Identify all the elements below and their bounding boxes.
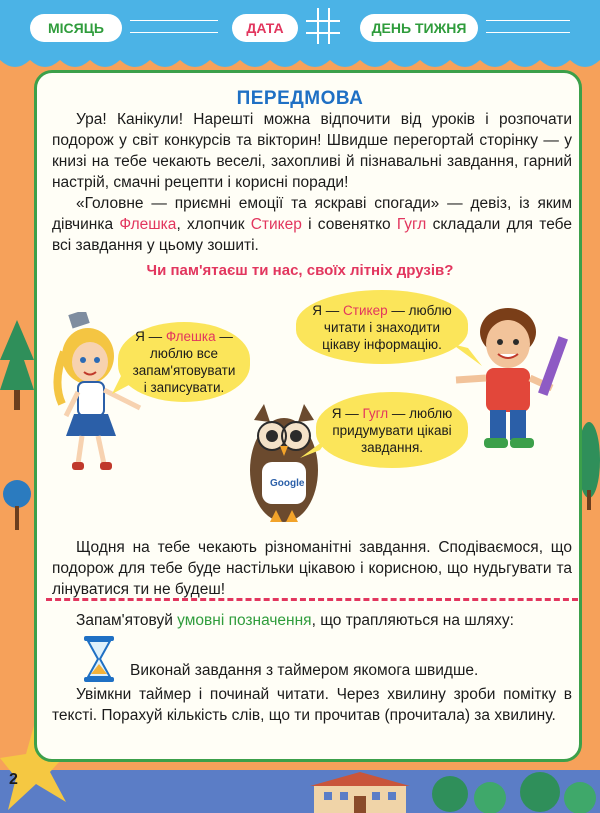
school-building-icon: [300, 772, 420, 813]
gugl-bubble-text-b: — люблю придумувати цікаві завдання.: [332, 405, 453, 455]
weekday-label: ДЕНЬ ТИЖНЯ: [360, 14, 478, 42]
daily-tasks-text: Щодня на тебе чекають різноманітні завдання. Сподіваємося, що подорож для тебе буде настільки цікавою і корисною, що нудьгувати та лінуватися ти не будеш!: [52, 539, 572, 598]
page-title: ПЕРЕДМОВА: [236, 88, 364, 109]
intro-text-1: Ура! Канікули! Нарешті можна відпочити від уроків і розпочати подорож у світ конкурсів та вікторин! Швидше перегортай сторінку — у книзі на тебе чекають веселі, захопливі й пізнавальні завдання, гарний настрій, смачні рецепти і корисні поради!: [52, 111, 572, 191]
gugl-bubble-text-a: Я —: [331, 405, 363, 421]
intro-paragraph-1: [52, 109, 572, 193]
header-strip: [0, 0, 600, 60]
gugl-owl-illustration: [244, 400, 324, 530]
intro-paragraph-2: [52, 193, 572, 256]
intro-text-2d: складали для тебе всі завдання у цьому зошиті.: [52, 216, 572, 254]
legend-text-a: Запам'ятовуй: [76, 612, 178, 629]
stick-speech-bubble: [296, 290, 468, 364]
friends-question: Чи пам'ятаєш ти нас, своїх літніх друзів?: [146, 262, 454, 279]
timer-description: [52, 684, 572, 726]
stick-bubble-text-b: — люблю читати і знаходити цікаву інформацію.: [322, 302, 452, 352]
stick-bubble-tail: [452, 344, 482, 366]
owl-shirt-text: Google: [270, 478, 305, 489]
gugl-bubble-name: Гугл: [362, 405, 389, 421]
legend-text-b: , що трапляються на шляху:: [311, 612, 514, 629]
timer-task-text: Виконай завдання з таймером якомога швидше.: [130, 662, 479, 679]
intro-text-2b: , хлопчик: [176, 216, 251, 233]
stick-bubble-name: Стикер: [343, 302, 388, 318]
name-gugl: Гугл: [396, 216, 427, 233]
name-flesh: Флешка: [119, 216, 177, 233]
left-bush-icon: [2, 470, 32, 530]
page-number: 2: [9, 771, 18, 788]
timer-description-text: Увімкни таймер і починай читати. Через хвилину зроби помітку в тексті. Порахуй кількість слів, що ти прочитав (прочитала) за хвилину.: [52, 686, 572, 724]
name-stick: Стикер: [250, 216, 302, 233]
flesh-bubble-name: Флешка: [165, 329, 216, 344]
flesh-bubble-text-a: Я —: [135, 329, 166, 344]
date-grid: [306, 8, 340, 44]
daily-tasks-paragraph: [52, 537, 572, 600]
intro-text-2a: «Головне — приємні емоції та яскраві спогади» — девіз, із яким дівчинка: [52, 195, 572, 233]
flesh-bubble-tail: [112, 370, 142, 394]
flesh-bubble-text-b: — люблю все запам'ятовувати і записувати.: [132, 329, 236, 395]
left-tree-icon: [0, 320, 34, 410]
date-label: ДАТА: [232, 14, 298, 42]
stick-bubble-text-a: Я —: [312, 302, 344, 318]
legend-intro: [52, 610, 572, 631]
hourglass-icon: [82, 636, 116, 682]
gugl-speech-bubble: [316, 392, 468, 468]
dashed-divider: [46, 598, 578, 601]
ground-trees-icon: [430, 772, 600, 813]
month-write-line: [130, 10, 218, 33]
legend-text-green: умовні позначення: [177, 612, 312, 629]
month-label: МІСЯЦЬ: [30, 14, 122, 42]
weekday-write-line: [486, 10, 570, 33]
gugl-bubble-tail: [300, 436, 330, 458]
intro-text-2c: і совенятко: [301, 216, 397, 233]
